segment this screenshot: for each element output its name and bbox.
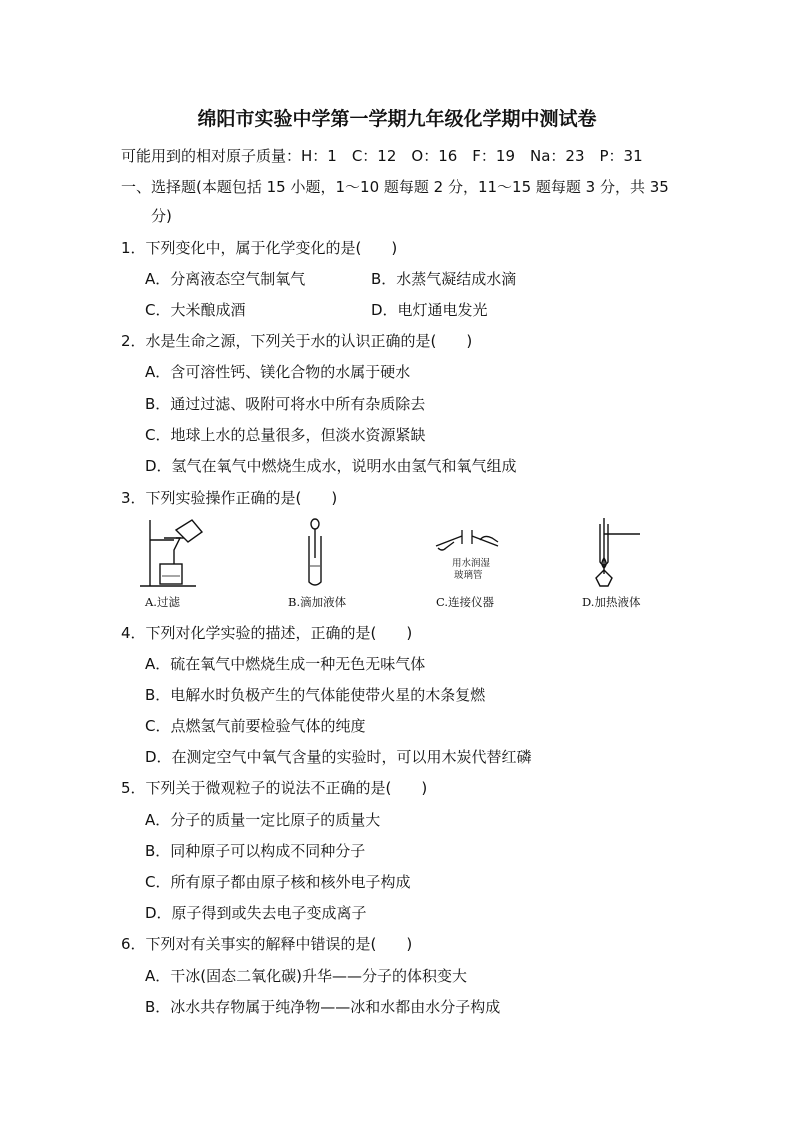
connect-apparatus-figure — [432, 522, 504, 556]
heating-liquid-figure — [588, 516, 648, 590]
option-text: A．含可溶性钙、镁化合物的水属于硬水 — [145, 363, 411, 381]
figure-caption: A.过滤 — [145, 595, 180, 609]
figure-caption: D.加热液体 — [582, 595, 641, 609]
option-text: A．硫在氧气中燃烧生成一种无色无味气体 — [145, 655, 426, 673]
option-text: B．电解水时负极产生的气体能使带火星的木条复燃 — [145, 686, 486, 704]
option-text: A．分离液态空气制氧气 — [145, 270, 306, 288]
option-text: D．在测定空气中氧气含量的实验时，可以用木炭代替红磷 — [145, 748, 532, 766]
figure-caption: C.连接仪器 — [436, 595, 495, 609]
option-text: A．分子的质量一定比原子的质量大 — [145, 811, 381, 829]
option-text: C．点燃氢气前要检验气体的纯度 — [145, 717, 366, 735]
section-heading-cont: 分) — [151, 207, 172, 225]
filtration-apparatus-figure — [136, 516, 208, 590]
option-text: C．大米酿成酒 — [145, 301, 246, 319]
question-stem: 6．下列对有关事实的解释中错误的是( ) — [121, 935, 413, 953]
option-text: A．干冰(固态二氧化碳)升华——分子的体积变大 — [145, 967, 467, 985]
question-stem: 5．下列关于微观粒子的说法不正确的是( ) — [121, 779, 428, 797]
option-text: B．同种原子可以构成不同种分子 — [145, 842, 366, 860]
option-text: B．通过过滤、吸附可将水中所有杂质除去 — [145, 395, 426, 413]
section-heading: 一、选择题(本题包括 15 小题，1～10 题每题 2 分，11～15 题每题 3 分，共 35 — [121, 178, 669, 196]
option-text: C．地球上水的总量很多，但淡水资源紧缺 — [145, 426, 426, 444]
option-text: D．电灯通电发光 — [371, 301, 488, 319]
option-text: D．原子得到或失去电子变成离子 — [145, 904, 367, 922]
dropper-figure — [300, 516, 330, 590]
atomic-mass-line: 可能用到的相对原子质量：H：1 C：12 O：16 F：19 Na：23 P：31 — [121, 147, 643, 165]
question-stem: 1．下列变化中，属于化学变化的是( ) — [121, 239, 398, 257]
question-stem: 3．下列实验操作正确的是( ) — [121, 489, 338, 507]
figure-note: 用水润湿 — [452, 558, 491, 569]
option-text: B．水蒸气凝结成水滴 — [371, 270, 517, 288]
option-text: C．所有原子都由原子核和核外电子构成 — [145, 873, 411, 891]
question-stem: 2．水是生命之源，下列关于水的认识正确的是( ) — [121, 332, 473, 350]
option-text: B．冰水共存物属于纯净物——冰和水都由水分子构成 — [145, 998, 501, 1016]
figure-note: 玻璃管 — [454, 570, 483, 581]
option-text: D．氢气在氧气中燃烧生成水，说明水由氢气和氧气组成 — [145, 457, 517, 475]
figure-caption: B.滴加液体 — [288, 595, 347, 609]
page-title: 绵阳市实验中学第一学期九年级化学期中测试卷 — [197, 108, 597, 130]
question-stem: 4．下列对化学实验的描述，正确的是( ) — [121, 624, 413, 642]
